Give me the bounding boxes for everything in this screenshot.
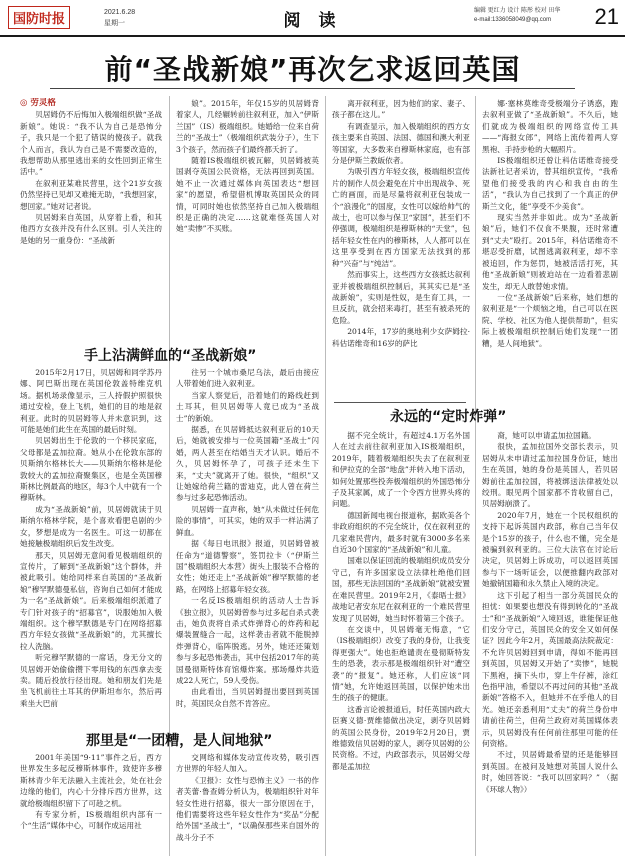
paragraph: 随着IS极端组织被瓦解，贝居姆被英国剥夺英国公民资格，无法再回到英国。她不止一次通过媒体向英国表达“想回家”的愿望，希望借机博取英国民众的同情，可同时她也依然坚持自己加入极端组织是正确的决定……这就难怪英国人对她“卖惨”不买账。 [176, 156, 319, 234]
column-2-body [176, 367, 319, 719]
column-1-body [20, 367, 162, 719]
paragraph: 据《每日电讯报》报道，贝居姆曾被任命为“道德警察”，签罚拉卡（“伊斯兰国”极端组织大本营）街头上服装不合格的女性；她还走上“圣战新娘”穆罕默德的老路，在网络上招募年轻女孩。 [176, 539, 319, 594]
paragraph: 不过，贝居姆最希望的还是能够回到英国。在被问及她想对英国人说什么时，她回答说：“我可以回家吗？” （据《环球人物》） [482, 750, 618, 794]
email-line: e-mail:1336058049@qq.com [474, 17, 552, 23]
paragraph: 贝居姆出生于伦敦的一个移民家庭，父母都是孟加拉裔。她从小在伦敦东部的贝斯纳尔格林长大——贝斯纳尔格林是伦敦较大的孟加拉裔聚集区，也是全英国穆斯林比例最高的地区，每3个人中就有一个穆斯林。 [20, 436, 162, 503]
paragraph: 为吸引西方年轻女孩，极端组织宣传片的制作人员会避免在片中出现战争、死亡的画面，而是尽量将叙利亚包装成一个“浪漫化”的国度，女性可以嫁给帅气的战士，也可以参与保卫“家国”，甚至们不停强调，极端组织是穆斯林的“天堂”，包括年轻女性在内的穆斯林，人人都可以在这里享受到在西方国家无法找到的那种“兴奋”与“纯洁”。 [332, 167, 470, 268]
paragraph: 娜·塞林莫维奇受极端分子诱惑，跑去叙利亚做了“圣战新娘”。不久后，她们就成为极端组织的网络宣传工具——“海报女郎”，网络上流传着两人穿黑袍、手持步枪的大幅照片。 [482, 99, 618, 154]
section-title: 阅 读 [283, 11, 342, 31]
paragraph: 裔，她可以申请孟加拉国籍。 [497, 431, 596, 440]
article-headline: 前“圣战新娘”再次乞求返回英国 [104, 53, 521, 86]
paragraph: 2014年，17岁的奥地利少女萨姆拉·科估诺维奇和16岁的萨比 [332, 327, 470, 348]
paragraph: 贝居姆一直声称，她“从未做过任何危险的事情”，可其实，她的双手一样沾满了鲜血。 [176, 504, 319, 537]
column-3-bottom [332, 430, 470, 856]
paragraph: 在交谈中，贝居姆毫无悔意，“它（IS极端组织）改变了我的身份，让我变得更强大”。她也拒绝谴责在曼彻斯特发生的恐袭，表示那是极端组织针对“遭空袭”的“报复”。她还称，人们应该“同情”她，允许她返回英国，以保护她未出生的孩子的健康。 [332, 624, 470, 703]
paragraph: IS极端组织还曾让科估诺维奇接受法新社记者采访，替其组织宣传，“我希望他们接受我的内心和我自由的生活”，“我认为自己找到了一个真正的伊斯兰文化，能”享受不少美食”。 [482, 156, 618, 211]
paragraph: 交网络和媒体发动宣传攻势，吸引西方世界的年轻人加入。 [176, 753, 319, 774]
paragraph: 在叙利亚某难民营里，这个21岁女孩仍然坚持已见却又难掩无助，“我想回家，想回家。”她对记者说。 [20, 178, 162, 211]
paragraph: 很快，孟加拉国外交部长表示，贝居姆从未申请过孟加拉国身份证，她出生在英国，她的身份是英国人，若贝居姆前往孟加拉国，将被绑送法律被处以绞刑。眼见两个国家都不肯收留自己，贝居姆崩溃了。 [482, 442, 618, 509]
headline-rule [50, 88, 575, 89]
paragraph: 往另一个城市桑尼乌法，最后由接应人带着她们进入叙利亚。 [176, 368, 319, 389]
editor-credits [474, 7, 560, 25]
paragraph: 一位“圣战新娘”后来称，她们想的叙利亚是“一个烦恼之地，自己可以在医院、学校、社区为他人提供帮助”，但实际上被极端组织控制后她们发现“一团糟，是人间地狱”。 [482, 292, 618, 348]
subhead-3: 那里是“一团糟，是人间地狱” [86, 733, 273, 749]
paragraph: 德国新闻电视台报道称，据欧美各个非政府组织的不完全统计，仅在叙利亚的几家难民营内，最多时就有3000多名来自近30个国家的“圣战新娘”和儿童。 [332, 510, 470, 555]
subhead-1: 手上沾满鲜血的“圣战新娘” [84, 348, 257, 364]
column-2-tail [176, 752, 319, 856]
paragraph: 2020年7月，她在一个民权组织的支持下起诉英国内政部，称自己当年仅是个15岁的孩子，什么也不懂，完全是被骗到叙利亚的。三位大法官在讨论后决定，贝居姆上诉成功，可以返回英国参与下一场听证会，以便推翻内政部对她撤销国籍和永久禁止入境的决定。 [482, 510, 618, 589]
paragraph: 一名反IS极端组织的活动人士告诉《独立报》，贝居姆曾参与过多起自杀式袭击，她负责将自杀式炸弹背心的炸药和起爆装置缝合一起，这样袭击者就不能脱掉炸弹背心，临阵脱逃。另外，她还还策划参与多起恐怖袭击，其中包括2017年的英国曼彻斯特体育馆爆炸案。那场爆炸共造成22人死亡，59人受伤。 [176, 596, 319, 685]
paragraph: 听完穆罕默德的一席话，身无分文的贝居姆开始偷偷攒下零用钱的东西拿去变卖。随后投放行径出现。她和朋友们先是坐飞机前往土耳其的伊斯坦布尔，然后再乘坐大巴前 [20, 653, 162, 708]
paragraph: 成为“圣战新娘”前，贝居姆就读于贝斯纳尔格林学院，是个喜欢看肥皂剧的少女，梦想是成为一名医生。可这一切都在她接触极端组织后发生改变。 [20, 504, 162, 549]
paragraph: 现实当然并非如此。成为“圣战新娘”后，她们不仅食不果腹，还时常遭到“丈夫”殴打。2015年，科估诺维奇不堪忍受折磨，试图逃离叙利亚，却不幸被追回，作为惩罚，她被活活打死，其他“圣战新娘”则被迫站在一边看着悲剧发生，却无人敢替她求情。 [482, 213, 618, 291]
paragraph: 当家人察觉后，沿着她们的路线赶到土耳其，但贝居姆等人竟已成为“圣战士”的新娘。 [176, 390, 319, 423]
paragraph: 国难以保证回流的极端组织成员安分守己，有许多国家设立法律杜绝他们回国，那些无法回国的“圣战新娘”就被安置在难民营里。2019年2月，《泰晤士报》战地记者安东尼在叙利亚的一个难民营里发现了贝居姆，她当时怀着第三个孩子。 [332, 556, 470, 623]
column-3-top [332, 98, 470, 398]
newspaper-logo: 国防时报 [8, 6, 70, 29]
date-text: 2021.6.28 [104, 9, 136, 16]
paragraph: 离开叙利亚，因为他们的家、妻子、孩子都在这儿。” [332, 99, 470, 120]
paragraph: 贝居姆来自英国，从穿着上看，和其他西方女孩并没有什么区别。引人关注的是她的另一重身份：“圣战新 [20, 213, 162, 245]
paragraph: 娘”。2015年，年仅15岁的贝居姆背着家人，几经辗转前往叙利亚，加入“伊斯兰国”（IS）极端组织。她婚给一位来自荷兰的“圣战士”（极端组织武装分子），生下3个孩子，然而孩子们最终都夭折了。 [176, 99, 319, 154]
credit-line: 编辑 更红力 设计 陈彤 校对 田华 [474, 8, 561, 14]
column-4-bottom [482, 430, 618, 856]
paragraph: 《卫报》：女性与恐怖主义》一书的作者芙蕾·鲁查姆分析认为，极端组织针对年轻女性进行招募，很大一部分原因在于，他们需要将这些年轻女性作为“奖品”分配给外国“圣战士”，“以确保那些来自国外的战斗分子不 [176, 775, 319, 842]
paragraph: 由此看出，当贝居姆提出要回到英国时，英国民众自然不肯答应。 [176, 687, 319, 708]
column-1-tail [20, 752, 162, 856]
paragraph: 有专家分析，IS极端组织内部有一个“生活”媒体中心，可制作成运用社 [20, 810, 162, 831]
paragraph: 2015年2月17日，贝居姆和同学苏丹娜、阿巴斯出现在英国伦敦盖特维克机场。据机场录像显示，三人持假护照很快通过安检，登上飞机，她们的目的地是叙利亚。此时的贝居姆等人并未意识到，这可能是她们此生在英国的最后时刻。 [20, 368, 162, 435]
page-number: 21 [594, 4, 619, 29]
paragraph: 这番言论被报道后，时任英国内政大臣赛义德·贾维德做出决定，剥夺贝居姆的英国公民身份，2019年2月20日，贾维德致信贝居姆的家人，剥夺贝居姆的公民资格。不过，内政部表示，贝居姆父母都是孟加拉 [332, 704, 470, 771]
paragraph: 这下引起了相当一部分英国民众的担忧：如果要也想没有得到转化的“圣战士”和“圣战新娘”入境回返，谁能保证他们安分守己，英国民众的安全又如何保证？因此今年2月，英国最高法院裁定：不允许贝居姆回到申请，得如不能再回到英国，贝居姆又开始了“卖惨”，她脱下黑袍，摘下头巾，穿上牛仔裤，涂红色指甲油，希望以不再过问的其他“圣战新娘”答格不入，但她并不在乎他人的目光。她还亲悉利用“丈夫”的荷兰身份申请前往荷兰，但荷兰政府对英国媒体表示，贝居姆没有任何前往那里可能的任何资格。 [482, 590, 618, 748]
column-2-intro [176, 98, 319, 334]
paragraph: 贝居姆仍不后悔加入极端组织做“圣战新娘”。她说：“我不认为自己是恐怖分子，我只是一个犯了错误的傻孩子。就我个人而言，我认为自己是不需要改造的，我想帮助从那里逃出来的女性回到正常生活中。” [20, 110, 162, 177]
column-4-top [482, 98, 618, 398]
paragraph: 2001年美国“9·11”事件之后，西方世界发生多起反穆斯林事件，致使许多穆斯林青少年无法融入主流社会，处在社会边缘的他们，内心十分排斥西方世界，这就给极端组织留下了可趁之机。 [20, 753, 162, 808]
author-byline: ◎ 劳灵格 [20, 98, 56, 108]
paragraph: 据悉，在贝居姆抵达叙利亚后的10天后，她就被安排与一位英国籍“圣战士”闪婚，两人甚至在结婚当天才认识。婚后不久，贝居姆怀孕了，可孩子还未生下来，“丈夫”就离开了她。很快，“组织”又让她嫁给荷兰籍的雷迪克，此人曾在荷兰参与过多起恐怖活动。 [176, 425, 319, 503]
paragraph: 有调查显示，加入极端组织的西方女孩主要来自英国、法国、德国和澳大利亚等国家，大多数来自穆斯林家庭，也有部分是伊斯兰教皈依者。 [332, 121, 470, 166]
subhead-2: 永远的“定时炸弹” [390, 409, 507, 425]
weekday-text: 星期一 [104, 20, 125, 27]
paragraph: 那天，贝居姆无意间看见极端组织的宣传片，了解到“圣战新娘”这个群体，并被此吸引。她给同样来自英国的“圣战新娘”穆罕默德曼私信，咨询自己如何才能成为一名“圣战新娘”。后来极端组织派遣了专门针对孩子的“招募官”，说服她加入极端组织。这个穆罕默德是专门在网络招募西方年轻女孩做“圣战新娘”的，尤其擅长拉人洗脑。 [20, 550, 162, 651]
masthead [0, 0, 625, 37]
column-1-intro [20, 98, 162, 334]
paragraph: 然而事实上，这些西方女孩抵达叙利亚并被极端组织控制后，其其实已是“圣战新娘”，实则是性奴，是生育工具，一旦反抗，就会招来毒打，甚至有被杀死的危险。 [332, 270, 470, 325]
paragraph: 据不完全统计，有超过4.1万名外国人在过去前往叙利亚加入IS极端组织，2019年，随着极端组织失去了在叙利亚和伊拉克的全部“地盘”并转入地下活动，如何处置那些投奔极端组织的外国恐怖分子及其家属，成了一个令西方世界头疼的问题。 [332, 431, 470, 509]
column-divider [475, 96, 476, 856]
subhead-rule [334, 402, 466, 403]
column-divider [325, 96, 326, 856]
